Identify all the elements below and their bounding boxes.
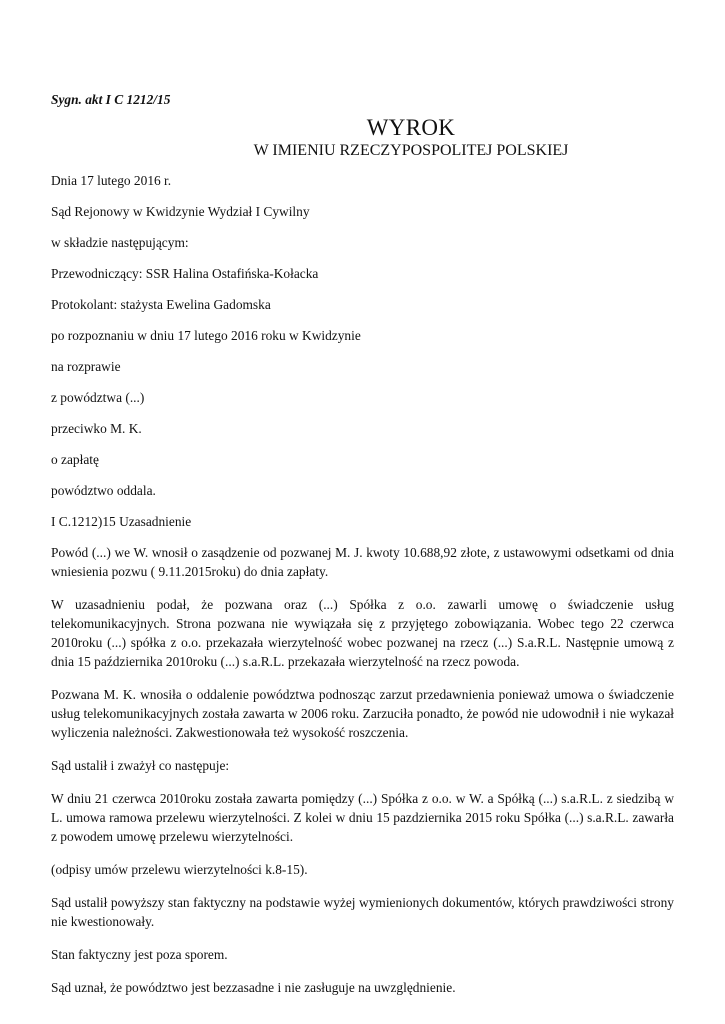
hearing-date-line: po rozpoznaniu w dniu 17 lutego 2016 roku w Kwidzynie	[51, 328, 361, 343]
paragraph-evidence-reference: (odpisy umów przelewu wierzytelności k.8-15).	[51, 862, 308, 877]
composition-line: w składzie następującym:	[51, 235, 189, 250]
claim-subject-line: o zapłatę	[51, 452, 99, 467]
clerk-line: Protokolant: stażysta Ewelina Gadomska	[51, 297, 271, 312]
paragraph-assignment-facts: W dniu 21 czerwca 2010roku została zawarta pomiędzy (...) Spółka z o.o. w W. a Spółką (...) s.a.R.L. z siedzibą w L. umowa ramowa przelewu wierzytelności. Z kolei w dniu 15 pazdziernika 2015 roku Spółka (...) s.a.R.L. zawarła z powodem umowę przelewu wierzytelności.	[51, 791, 674, 844]
presiding-judge-line: Przewodniczący: SSR Halina Ostafińska-Kołacka	[51, 266, 319, 281]
plaintiff-line: z powództwa (...)	[51, 390, 145, 405]
case-signature: Sygn. akt I C 1212/15	[51, 92, 171, 107]
court-line: Sąd Rejonowy w Kwidzynie Wydział I Cywilny	[51, 204, 310, 219]
paragraph-plaintiff-grounds: W uzasadnieniu podał, że pozwana oraz (...) Spółka z o.o. zawarli umowę o świadczenie usług telekomunikacyjnych. Strona pozwana nie wywiązała się z przyjętego zobowiązania. Wobec tego 22 czerwca 2010roku (...) spółka z o.o. przekazała wierzytelność wobec pozwanej na rzecz (...) S.a.R.L. Następnie umową z dnia 15 października 2010roku (...) s.a.R.L. przekazała wierzytelność na rzecz powoda.	[51, 597, 674, 669]
defendant-line: przeciwko M. K.	[51, 421, 142, 436]
paragraph-undisputed: Stan faktyczny jest poza sporem.	[51, 947, 228, 962]
document-title: WYROK	[366, 115, 456, 140]
paragraph-claim: Powód (...) we W. wnosił o zasądzenie od pozwanej M. J. kwoty 10.688,92 złote, z ustawowymi odsetkami od dnia wniesienia pozwu ( 9.11.2015roku) do dnia zapłaty.	[51, 545, 674, 579]
date-line: Dnia 17 lutego 2016 r.	[51, 173, 172, 188]
hearing-type-line: na rozprawie	[51, 359, 121, 374]
justification-heading: I C.1212)15 Uzasadnienie	[51, 514, 192, 529]
paragraph-defendant-response: Pozwana M. K. wnosiła o oddalenie powództwa podnosząc zarzut przedawnienia ponieważ umowa o świadczenie usług telekomunikacyjnych została zawarta w 2006 roku. Zarzuciła ponadto, że powód nie udowodnił i nie wykazał wyliczenia należności. Zakwestionowała też wysokość roszczenia.	[51, 687, 674, 740]
document-subtitle: W IMIENIU RZECZYPOSPOLITEJ POLSKIEJ	[253, 142, 569, 159]
paragraph-court-findings-intro: Sąd ustalił i zważył co następuje:	[51, 758, 230, 773]
verdict-line: powództwo oddala.	[51, 483, 156, 498]
paragraph-conclusion: Sąd uznał, że powództwo jest bezzasadne i nie zasługuje na uwzględnienie.	[51, 980, 456, 995]
paragraph-evidence-basis: Sąd ustalił powyższy stan faktyczny na podstawie wyżej wymienionych dokumentów, których prawdziwości strony nie kwestionowały.	[51, 895, 674, 929]
document-page	[51, 90, 674, 1011]
